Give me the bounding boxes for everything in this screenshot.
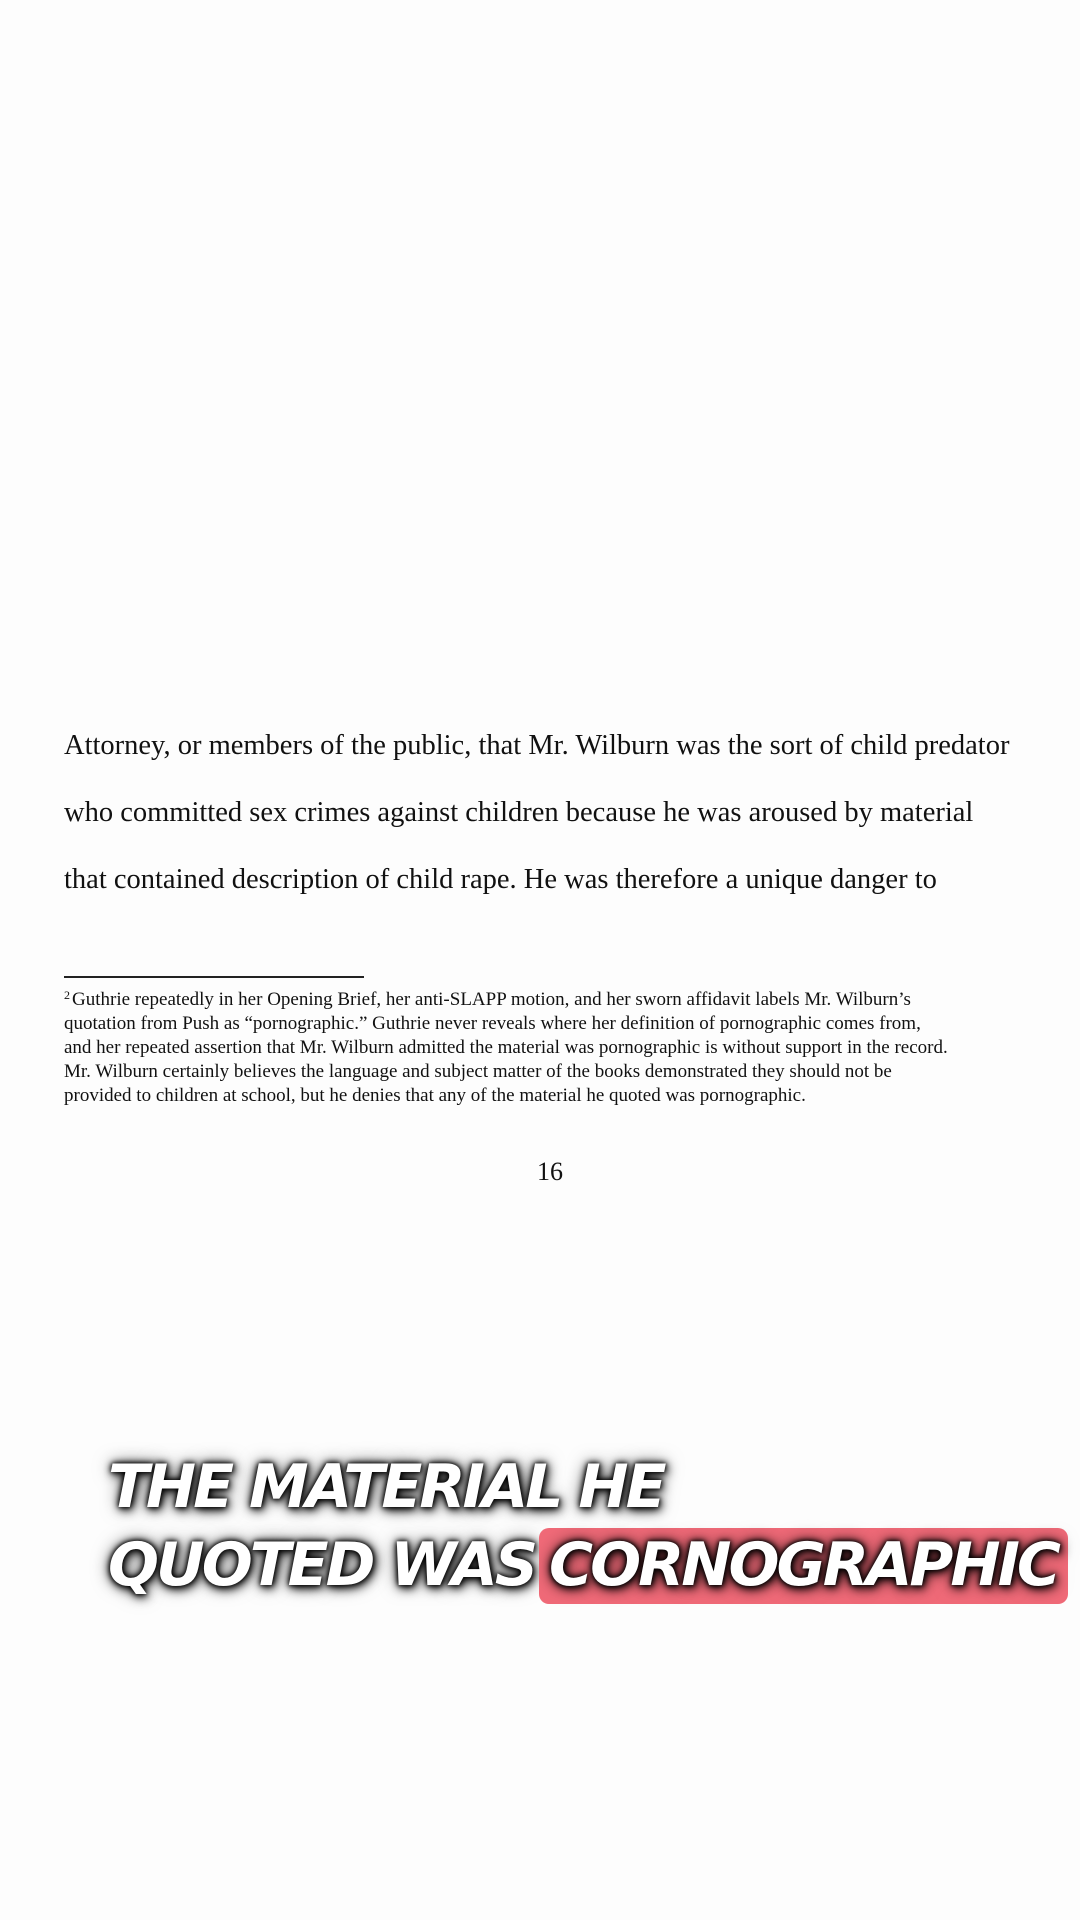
footnote-line-1-text: Guthrie repeatedly in her Opening Brief, her anti-SLAPP motion, and her sworn affidavit labels Mr. Wilburn’s xyxy=(72,989,911,1010)
page-number: 16 xyxy=(537,1157,563,1186)
footnote-line-4: Mr. Wilburn certainly believes the language and subject matter of the books demonstrated they should not be xyxy=(64,1061,892,1082)
caption-line-2 xyxy=(108,1526,1058,1604)
footnote-line-1 xyxy=(64,988,1054,1012)
footnote-divider xyxy=(64,976,364,978)
body-line-1: Attorney, or members of the public, that Mr. Wilburn was the sort of child predator xyxy=(64,730,1010,761)
footnote-line-2: quotation from Push as “pornographic.” Guthrie never reveals where her definition of pornographic comes from, xyxy=(64,1013,921,1034)
footnote-line-5: provided to children at school, but he denies that any of the material he quoted was pornographic. xyxy=(64,1085,806,1106)
caption-line-1: THE MATERIAL HE xyxy=(108,1452,664,1522)
caption-highlight-word: CORNOGRAPHIC xyxy=(539,1528,1068,1604)
video-caption xyxy=(108,1448,1058,1604)
body-line-2: who committed sex crimes against children because he was aroused by material xyxy=(64,797,974,828)
footnote-line-3: and her repeated assertion that Mr. Wilburn admitted the material was pornographic is without support in the record. xyxy=(64,1037,948,1058)
body-line-3: that contained description of child rape. He was therefore a unique danger to xyxy=(64,864,937,895)
footnote-marker: 2 xyxy=(64,988,70,1002)
caption-line-2-text: QUOTED WAS xyxy=(108,1530,536,1600)
footnote xyxy=(64,988,1054,1108)
body-paragraph xyxy=(64,712,1054,913)
